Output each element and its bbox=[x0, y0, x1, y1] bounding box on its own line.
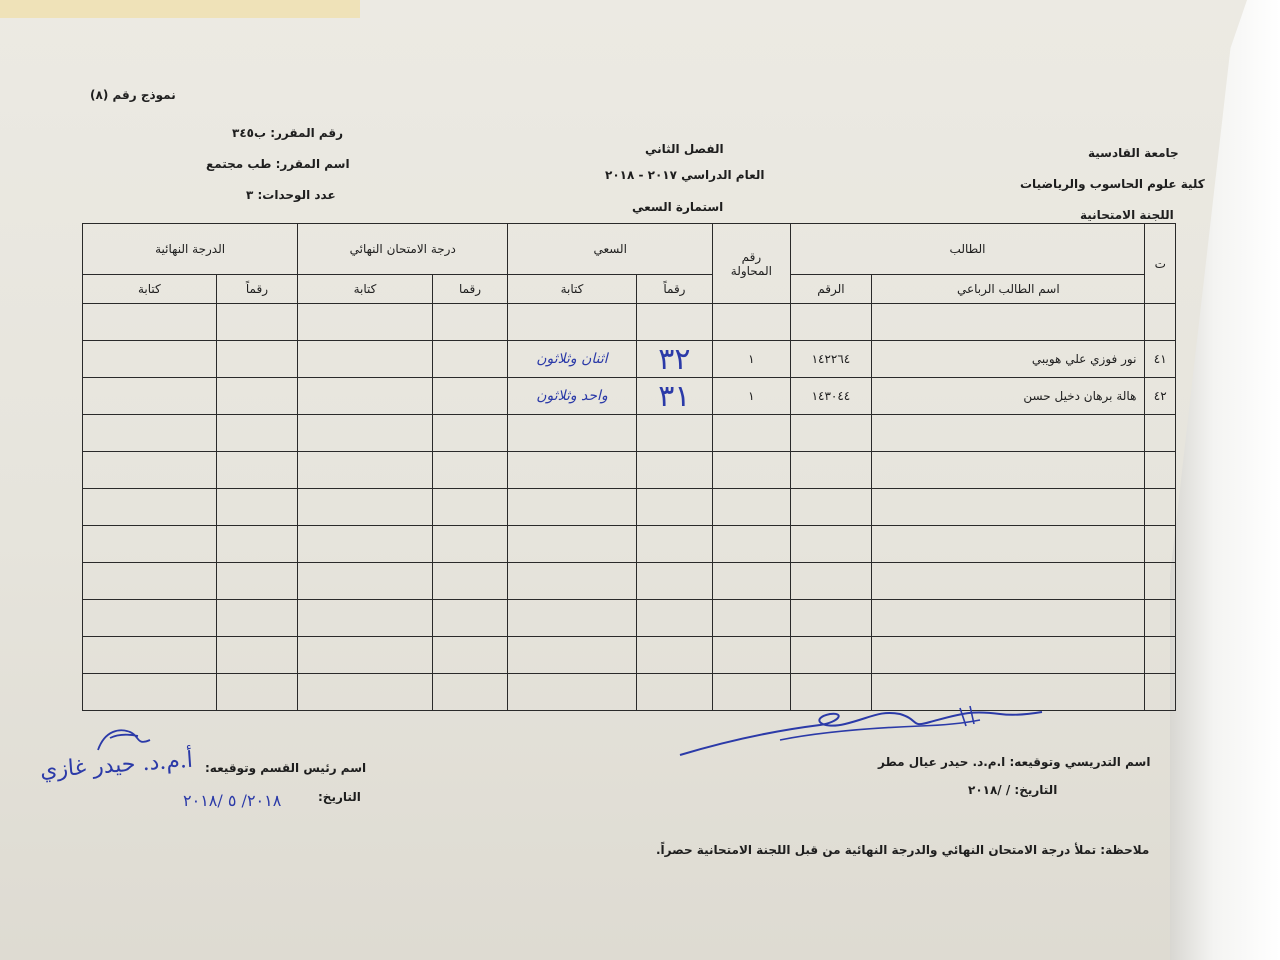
teacher-name-label: اسم التدريسي وتوقيعه: ا.م.د. حيدر عيال مطر bbox=[878, 755, 1151, 769]
committee-name: اللجنة الامتحانية bbox=[1080, 208, 1174, 222]
desk-corner bbox=[0, 0, 360, 18]
form-title: استمارة السعي bbox=[632, 200, 724, 214]
table-row bbox=[83, 637, 1176, 674]
university-name: جامعة القادسية bbox=[1088, 146, 1179, 160]
col-effort-words: كتابة bbox=[508, 275, 636, 304]
table-row bbox=[83, 600, 1176, 637]
row-effort-words: اثنان وثلاثون bbox=[508, 341, 636, 378]
col-final-exam: درجة الامتحان النهائي bbox=[298, 224, 508, 275]
col-student: الطالب bbox=[790, 224, 1145, 275]
head-date-label: التاريخ: bbox=[318, 790, 361, 804]
table-row bbox=[83, 452, 1176, 489]
row-name: هالة برهان دخيل حسن bbox=[872, 378, 1145, 415]
col-exam-words: كتابة bbox=[298, 275, 433, 304]
col-student-name: اسم الطالب الرباعي bbox=[872, 275, 1145, 304]
col-attempt-line2: المحاولة bbox=[730, 263, 772, 278]
head-signature bbox=[90, 720, 160, 760]
col-seq: ت bbox=[1145, 224, 1176, 304]
form-number: نموذج رقم (٨) bbox=[90, 88, 176, 102]
grades-table bbox=[82, 223, 1176, 711]
col-student-id: الرقم bbox=[790, 275, 872, 304]
row-effort-words: واحد وثلاثون bbox=[508, 378, 636, 415]
row-attempt: ١ bbox=[713, 378, 790, 415]
table-row bbox=[83, 415, 1176, 452]
table-row bbox=[83, 378, 1176, 415]
table-row bbox=[83, 563, 1176, 600]
col-final-grade: الدرجة النهائية bbox=[83, 224, 298, 275]
table-row bbox=[83, 489, 1176, 526]
head-date-value: ٢٠١٨/ ٥ /٢٠١٨ bbox=[183, 791, 282, 810]
course-code: رقم المقرر: ب٣٤٥ bbox=[232, 126, 344, 140]
teacher-date: التاريخ: / /٢٠١٨ bbox=[968, 783, 1058, 797]
row-name: نور فوزي علي هويبي bbox=[872, 341, 1145, 378]
college-name: كلية علوم الحاسوب والرياضيات bbox=[1020, 177, 1205, 191]
head-name-label: اسم رئيس القسم وتوقيعه: bbox=[205, 761, 367, 775]
course-name: اسم المقرر: طب مجتمع bbox=[206, 157, 350, 171]
semester: الفصل الثاني bbox=[645, 142, 724, 156]
col-exam-digits: رقما bbox=[432, 275, 507, 304]
head-name-handwritten: أ.م.د. حيدر غازي bbox=[39, 747, 194, 784]
course-units: عدد الوحدات: ٣ bbox=[246, 188, 336, 202]
row-id: ١٤٢٢٦٤ bbox=[790, 341, 872, 378]
col-attempt-line1: رقم bbox=[741, 249, 762, 264]
table-row bbox=[83, 304, 1176, 341]
row-effort-digits: ٣٢ bbox=[636, 341, 712, 378]
note: ملاحظة: تملأ درجة الامتحان النهائي والدرجة النهائية من قبل اللجنة الامتحانية حصراً. bbox=[656, 843, 1150, 857]
col-attempt bbox=[713, 224, 790, 304]
row-attempt: ١ bbox=[713, 341, 790, 378]
row-seq: ٤١ bbox=[1145, 341, 1176, 378]
row-id: ١٤٣٠٤٤ bbox=[790, 378, 872, 415]
row-seq: ٤٢ bbox=[1145, 378, 1176, 415]
table-row bbox=[83, 526, 1176, 563]
col-grade-digits: رقماً bbox=[216, 275, 298, 304]
row-effort-digits: ٣١ bbox=[636, 378, 712, 415]
col-grade-words: كتابة bbox=[83, 275, 217, 304]
academic-year: العام الدراسي ٢٠١٧ - ٢٠١٨ bbox=[605, 168, 765, 182]
table-row bbox=[83, 341, 1176, 378]
col-effort-digits: رقماً bbox=[636, 275, 712, 304]
col-effort: السعي bbox=[508, 224, 713, 275]
